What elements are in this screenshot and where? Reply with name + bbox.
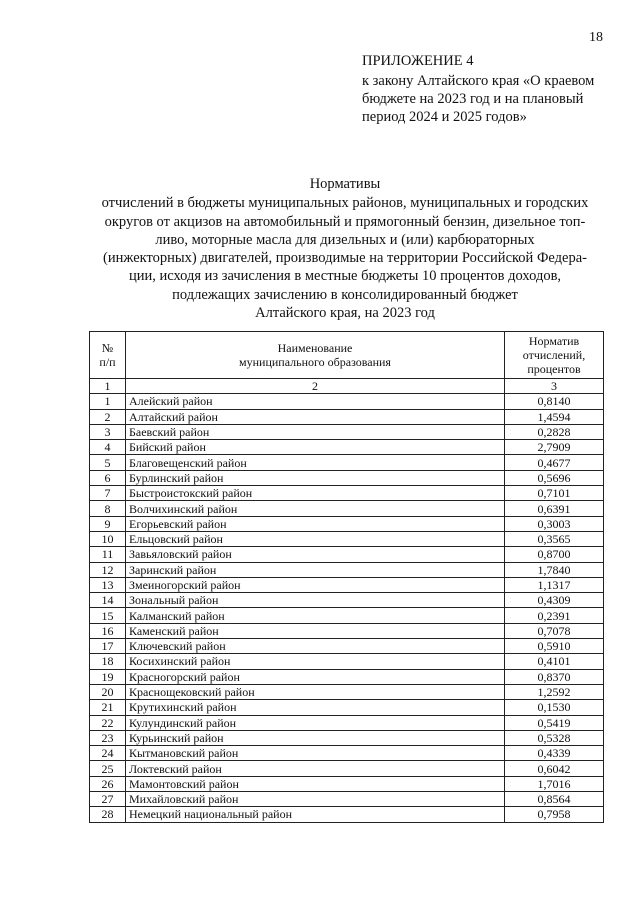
table-row	[90, 501, 604, 516]
subtitle-line: Алтайского края, на 2023 год	[255, 305, 435, 322]
table-row	[90, 486, 604, 501]
subtitle-line: (инжекторных) двигателей, производимые на территории Российской Федера-	[103, 250, 587, 267]
row-value: 0,5910	[505, 639, 604, 654]
row-number: 21	[90, 700, 126, 715]
row-value: 0,8140	[505, 394, 604, 409]
row-name: Благовещенский район	[126, 455, 505, 470]
row-number: 6	[90, 470, 126, 485]
table-row	[90, 684, 604, 699]
row-number: 4	[90, 440, 126, 455]
row-name: Волчихинский район	[126, 501, 505, 516]
row-value: 1,2592	[505, 684, 604, 699]
table-row	[90, 424, 604, 439]
row-name: Алтайский район	[126, 409, 505, 424]
row-value: 0,6391	[505, 501, 604, 516]
row-name: Красногорский район	[126, 669, 505, 684]
row-number: 12	[90, 562, 126, 577]
row-value: 0,8370	[505, 669, 604, 684]
row-name: Бийский район	[126, 440, 505, 455]
table-row	[90, 516, 604, 531]
header-name-line: Наименование	[277, 341, 353, 355]
row-name: Немецкий национальный район	[126, 807, 505, 822]
row-number: 20	[90, 684, 126, 699]
row-number: 9	[90, 516, 126, 531]
row-value: 0,5419	[505, 715, 604, 730]
row-name: Кулундинский район	[126, 715, 505, 730]
document-heading: Нормативы	[309, 176, 381, 192]
row-value: 1,7840	[505, 562, 604, 577]
row-name: Завьяловский район	[126, 547, 505, 562]
table-row	[90, 455, 604, 470]
table-row	[90, 776, 604, 791]
subtitle-line: округов от акцизов на автомобильный и прямогонный бензин, дизельное топ-	[104, 213, 586, 230]
row-value: 0,2391	[505, 608, 604, 623]
row-value: 0,8700	[505, 547, 604, 562]
row-number: 15	[90, 608, 126, 623]
row-number: 17	[90, 639, 126, 654]
row-name: Курьинский район	[126, 730, 505, 745]
row-number: 23	[90, 730, 126, 745]
row-number: 7	[90, 486, 126, 501]
table-row	[90, 700, 604, 715]
norms-table	[89, 331, 604, 823]
row-name: Заринский район	[126, 562, 505, 577]
table-row	[90, 409, 604, 424]
table-row	[90, 654, 604, 669]
document-title-block	[60, 175, 630, 322]
row-number: 24	[90, 746, 126, 761]
row-name: Калманский район	[126, 608, 505, 623]
row-value: 0,3003	[505, 516, 604, 531]
row-number: 27	[90, 792, 126, 807]
header-name	[126, 332, 505, 379]
row-number: 1	[90, 394, 126, 409]
header-number-line: п/п	[99, 355, 116, 369]
table-row	[90, 440, 604, 455]
row-number: 11	[90, 547, 126, 562]
row-number: 3	[90, 424, 126, 439]
row-number: 2	[90, 409, 126, 424]
subtitle-line: ливо, моторные масла для дизельных и (или) карбюраторных	[155, 231, 535, 248]
table-row	[90, 547, 604, 562]
column-number-row	[90, 379, 604, 394]
row-name: Баевский район	[126, 424, 505, 439]
row-value: 0,4309	[505, 593, 604, 608]
table-header-row	[90, 332, 604, 379]
row-name: Косихинский район	[126, 654, 505, 669]
subtitle-line: подлежащих зачислению в консолидированный бюджет	[172, 286, 518, 303]
row-name: Михайловский район	[126, 792, 505, 807]
header-value-line: Норматив	[528, 334, 580, 348]
table-row	[90, 669, 604, 684]
row-value: 0,6042	[505, 761, 604, 776]
row-number: 8	[90, 501, 126, 516]
header-number-line: №	[101, 341, 114, 355]
row-number: 16	[90, 623, 126, 638]
table-row	[90, 577, 604, 592]
row-name: Ключевский район	[126, 639, 505, 654]
row-name: Крутихинский район	[126, 700, 505, 715]
appendix-line: период 2024 и 2025 годов»	[362, 109, 527, 125]
row-value: 0,1530	[505, 700, 604, 715]
appendix-block	[362, 52, 632, 126]
table-row	[90, 608, 604, 623]
column-number: 3	[505, 379, 604, 394]
row-value: 0,8564	[505, 792, 604, 807]
row-name: Бурлинский район	[126, 470, 505, 485]
row-name: Змеиногорский район	[126, 577, 505, 592]
row-value: 0,3565	[505, 531, 604, 546]
header-number	[90, 332, 126, 379]
table-row	[90, 807, 604, 822]
row-name: Зональный район	[126, 593, 505, 608]
header-value-line: отчислений,	[522, 348, 586, 362]
row-number: 22	[90, 715, 126, 730]
row-number: 25	[90, 761, 126, 776]
row-value: 0,5696	[505, 470, 604, 485]
row-number: 10	[90, 531, 126, 546]
row-name: Егорьевский район	[126, 516, 505, 531]
row-number: 13	[90, 577, 126, 592]
appendix-title: ПРИЛОЖЕНИЕ 4	[362, 53, 474, 69]
row-value: 0,7078	[505, 623, 604, 638]
row-name: Локтевский район	[126, 761, 505, 776]
table-row	[90, 623, 604, 638]
row-value: 2,7909	[505, 440, 604, 455]
table-row	[90, 746, 604, 761]
table-row	[90, 730, 604, 745]
row-value: 0,4677	[505, 455, 604, 470]
row-value: 0,7958	[505, 807, 604, 822]
row-number: 28	[90, 807, 126, 822]
row-number: 18	[90, 654, 126, 669]
row-value: 1,4594	[505, 409, 604, 424]
row-value: 0,5328	[505, 730, 604, 745]
table-row	[90, 761, 604, 776]
subtitle-line: отчислений в бюджеты муниципальных районов, муниципальных и городских	[101, 195, 589, 212]
column-number: 2	[126, 379, 505, 394]
header-value-line: процентов	[527, 362, 581, 376]
row-number: 14	[90, 593, 126, 608]
row-value: 0,2828	[505, 424, 604, 439]
table-row	[90, 562, 604, 577]
table-body	[90, 394, 604, 822]
header-value	[505, 332, 604, 379]
row-value: 1,1317	[505, 577, 604, 592]
header-name-line: муниципального образования	[239, 355, 391, 369]
appendix-line: к закону Алтайского края «О краевом	[362, 73, 595, 89]
row-name: Краснощековский район	[126, 684, 505, 699]
appendix-line: бюджете на 2023 год и на плановый	[362, 91, 584, 107]
row-value: 0,4339	[505, 746, 604, 761]
row-name: Быстроистокский район	[126, 486, 505, 501]
table-row	[90, 639, 604, 654]
row-value: 1,7016	[505, 776, 604, 791]
row-name: Мамонтовский район	[126, 776, 505, 791]
row-name: Кытмановский район	[126, 746, 505, 761]
row-number: 26	[90, 776, 126, 791]
table-row	[90, 531, 604, 546]
table-row	[90, 394, 604, 409]
row-value: 0,4101	[505, 654, 604, 669]
page-number: 18	[589, 30, 603, 45]
row-name: Ельцовский район	[126, 531, 505, 546]
row-name: Алейский район	[126, 394, 505, 409]
subtitle-line: ции, исходя из зачисления в местные бюджеты 10 процентов доходов,	[128, 268, 562, 285]
row-number: 19	[90, 669, 126, 684]
table-row	[90, 470, 604, 485]
table-row	[90, 715, 604, 730]
row-name: Каменский район	[126, 623, 505, 638]
table-row	[90, 593, 604, 608]
table-row	[90, 792, 604, 807]
row-value: 0,7101	[505, 486, 604, 501]
row-number: 5	[90, 455, 126, 470]
column-number: 1	[90, 379, 126, 394]
